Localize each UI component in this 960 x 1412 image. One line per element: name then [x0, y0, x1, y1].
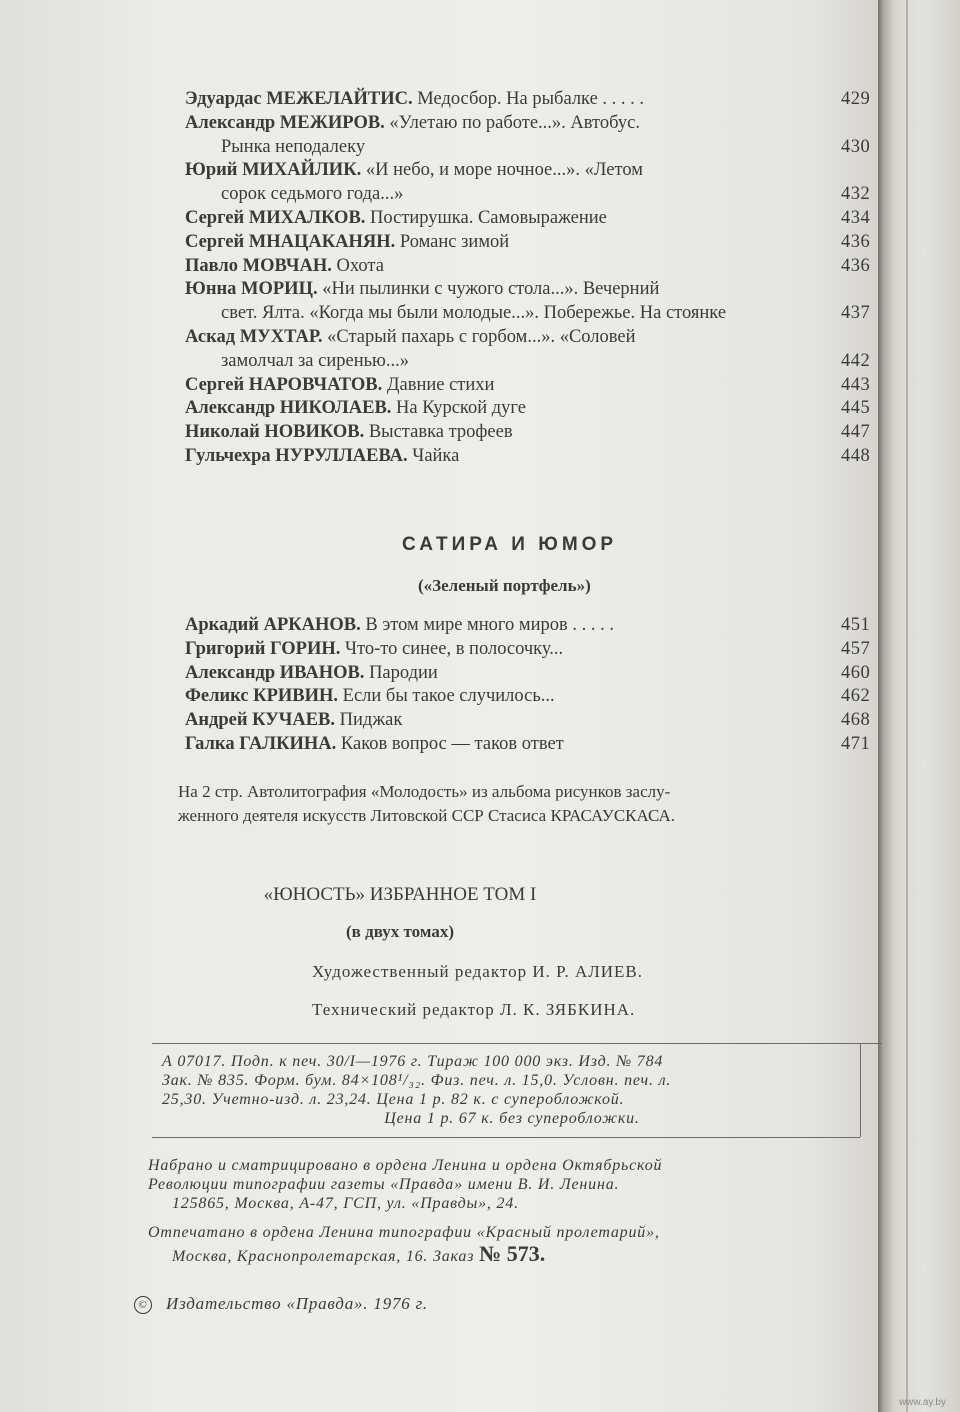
printing-line [148, 1243, 888, 1267]
toc-title: Каков вопрос — таков ответ [336, 733, 564, 754]
toc-entry [185, 207, 885, 231]
toc-author: Сергей МИХАЛКОВ. [185, 207, 366, 228]
toc-page-number: 436 [841, 255, 871, 276]
toc-entry-line [185, 231, 885, 255]
toc-entry-line [185, 374, 885, 398]
toc-poetry [185, 88, 885, 469]
spine-line [906, 0, 908, 1412]
toc-entry [185, 88, 885, 112]
order-number: № 573. [479, 1241, 546, 1266]
toc-page-number: 448 [841, 445, 871, 466]
toc-entry-line [185, 709, 885, 733]
toc-entry [185, 733, 885, 757]
toc-entry [185, 397, 885, 421]
toc-author: Александр МЕЖИРОВ. [185, 112, 385, 133]
volumes-note: (в двух томах) [346, 922, 454, 941]
toc-author: Сергей НАРОВЧАТОВ. [185, 374, 383, 395]
imprint-top-rule [152, 1043, 882, 1044]
toc-entry-line [185, 733, 885, 757]
toc-title: В этом мире много миров [360, 615, 568, 635]
toc-leader: . . . . . [567, 615, 615, 635]
toc-continuation: сорок седьмого года...» [221, 184, 404, 205]
section-title: САТИРА И ЮМОР [402, 534, 618, 555]
copyright-text: Издательство «Правда». 1976 г. [166, 1294, 428, 1313]
note-line: На 2 стр. Автолитография «Молодость» из альбома рисунков заслу- [178, 782, 671, 801]
toc-author: Григорий ГОРИН. [185, 638, 341, 659]
toc-author: Николай НОВИКОВ. [185, 422, 365, 443]
toc-title: Романс зимой [395, 231, 510, 252]
toc-continuation: замолчал за сиренью...» [221, 350, 409, 371]
toc-title: Медосбор. На рыбалке [412, 89, 598, 109]
toc-title: Чайка [407, 445, 460, 466]
toc-entry [185, 445, 885, 469]
toc-page-number: 429 [841, 89, 871, 109]
toc-entry [185, 614, 885, 638]
toc-entry-line [185, 112, 885, 136]
toc-author: Юнна МОРИЦ. [185, 279, 318, 300]
toc-page-number: 443 [841, 374, 871, 395]
imprint-line: Зак. № 835. Форм. бум. 84×108¹/₃₂. Физ. печ. л. 15,0. Условн. печ. л. [162, 1072, 672, 1089]
toc-continuation: Рынка неподалеку [221, 136, 366, 157]
printing-line: Отпечатано в ордена Ленина типографии «Красный пролетарий», [148, 1224, 660, 1241]
typesetting-info [148, 1156, 888, 1213]
toc-title: «Ни пылинки с чужого стола...». Вечерний [317, 279, 660, 300]
imprint-line: А 07017. Подп. к печ. 30/I—1976 г. Тираж 100 000 экз. Изд. № 784 [162, 1053, 664, 1070]
imprint-block [162, 1052, 862, 1128]
section-subtitle: («Зеленый портфель») [418, 576, 591, 595]
toc-entry [185, 231, 885, 255]
toc-entry [185, 709, 885, 733]
toc-author: Аскад МУХТАР. [185, 326, 323, 347]
toc-page-number: 460 [841, 662, 871, 683]
toc-entry-line [185, 662, 885, 686]
toc-page-number: 434 [841, 207, 871, 228]
toc-entry [185, 685, 885, 709]
toc-author: Гульчехра НУРУЛЛАЕВА. [185, 445, 408, 466]
toc-entry-line [185, 159, 885, 183]
toc-page-number: 468 [841, 710, 871, 731]
toc-title: Если бы такое случилось... [338, 686, 555, 707]
toc-entry [185, 638, 885, 662]
toc-title: «Улетаю по работе...». Автобус. [384, 112, 640, 133]
printing-address: Москва, Краснопролетарская, 16. Заказ [172, 1248, 475, 1265]
printing-info [148, 1222, 888, 1267]
toc-page-number: 437 [841, 303, 871, 324]
toc-title: Выставка трофеев [364, 422, 513, 443]
toc-title: На Курской дуге [391, 398, 526, 419]
toc-entry-line [185, 255, 885, 279]
toc-author: Александр ИВАНОВ. [185, 662, 365, 683]
toc-entry-line [185, 685, 885, 709]
toc-entry-line [185, 421, 885, 445]
typesetting-line: 125865, Москва, А-47, ГСП, ул. «Правды», 24. [172, 1195, 519, 1212]
toc-entry [185, 326, 885, 374]
copyright [134, 1294, 428, 1314]
book-title: «ЮНОСТЬ» ИЗБРАННОЕ ТОМ I [263, 884, 537, 905]
toc-continuation: свет. Ялта. «Когда мы были молодые...». Побережье. На стоянке [221, 303, 727, 324]
toc-entry-line [185, 326, 885, 350]
toc-entry [185, 112, 885, 160]
imprint-line: Цена 1 р. 67 к. без суперобложки. [384, 1110, 640, 1127]
imprint-bottom-rule [152, 1137, 860, 1138]
copyright-icon: © [134, 1296, 152, 1314]
toc-page-number: 447 [841, 422, 871, 443]
toc-title: Давние стихи [382, 374, 495, 395]
toc-author: Эдуардас МЕЖЕЛАЙТИС. [185, 89, 413, 109]
toc-entry [185, 374, 885, 398]
toc-page-number: 445 [841, 398, 871, 419]
toc-author: Юрий МИХАЙЛИК. [185, 160, 362, 181]
toc-page-number: 457 [841, 638, 871, 659]
tech-editor: Технический редактор Л. К. ЗЯБКИНА. [312, 1000, 636, 1019]
toc-title: Пародии [364, 662, 438, 683]
page-edge [878, 0, 960, 1412]
illustration-note [178, 780, 880, 828]
toc-entry [185, 662, 885, 686]
toc-entry [185, 278, 885, 326]
toc-title: Охота [331, 255, 384, 276]
imprint-line: 25,30. Учетно-изд. л. 23,24. Цена 1 р. 82 к. с суперобложкой. [162, 1091, 625, 1108]
toc-satire [185, 614, 885, 757]
toc-entry-line [185, 207, 885, 231]
toc-entry-line [185, 614, 885, 638]
toc-author: Андрей КУЧАЕВ. [185, 710, 336, 731]
toc-title: «И небо, и море ночное...». «Летом [361, 160, 643, 181]
toc-page-number: 462 [841, 686, 871, 707]
toc-title: Пиджак [335, 710, 403, 731]
typesetting-line: Революции типографии газеты «Правда» имени В. И. Ленина. [148, 1176, 620, 1193]
note-line: женного деятеля искусств Литовской ССР Стасиса КРАСАУСКАСА. [178, 806, 675, 825]
toc-title: Что-то синее, в полосочку... [340, 638, 564, 659]
toc-page-number: 451 [841, 615, 871, 635]
toc-title: «Старый пахарь с горбом...». «Соловей [322, 326, 636, 347]
toc-entry-line [185, 88, 885, 112]
toc-entry [185, 255, 885, 279]
toc-author: Павло МОВЧАН. [185, 255, 332, 276]
toc-title: Постирушка. Самовыражение [365, 207, 607, 228]
toc-author: Аркадий АРКАНОВ. [185, 615, 361, 635]
toc-author: Сергей МНАЦАКАНЯН. [185, 231, 396, 252]
toc-leader: . . . . . [597, 89, 645, 109]
toc-page-number: 430 [841, 136, 871, 157]
toc-entry [185, 421, 885, 445]
toc-page-number: 432 [841, 184, 871, 205]
toc-entry-line [185, 278, 885, 302]
typesetting-line: Набрано и сматрицировано в ордена Ленина и ордена Октябрьской [148, 1157, 663, 1174]
toc-page-number: 442 [841, 350, 871, 371]
watermark: www.ay.by [898, 1397, 946, 1408]
toc-entry-line [185, 638, 885, 662]
toc-author: Галка ГАЛКИНА. [185, 733, 337, 754]
toc-author: Александр НИКОЛАЕВ. [185, 398, 392, 419]
toc-entry-line [185, 397, 885, 421]
toc-author: Феликс КРИВИН. [185, 686, 339, 707]
toc-page-number: 436 [841, 231, 871, 252]
toc-entry [185, 159, 885, 207]
toc-entry-line [185, 445, 885, 469]
art-editor: Художественный редактор И. Р. АЛИЕВ. [312, 962, 644, 981]
toc-page-number: 471 [841, 733, 871, 754]
